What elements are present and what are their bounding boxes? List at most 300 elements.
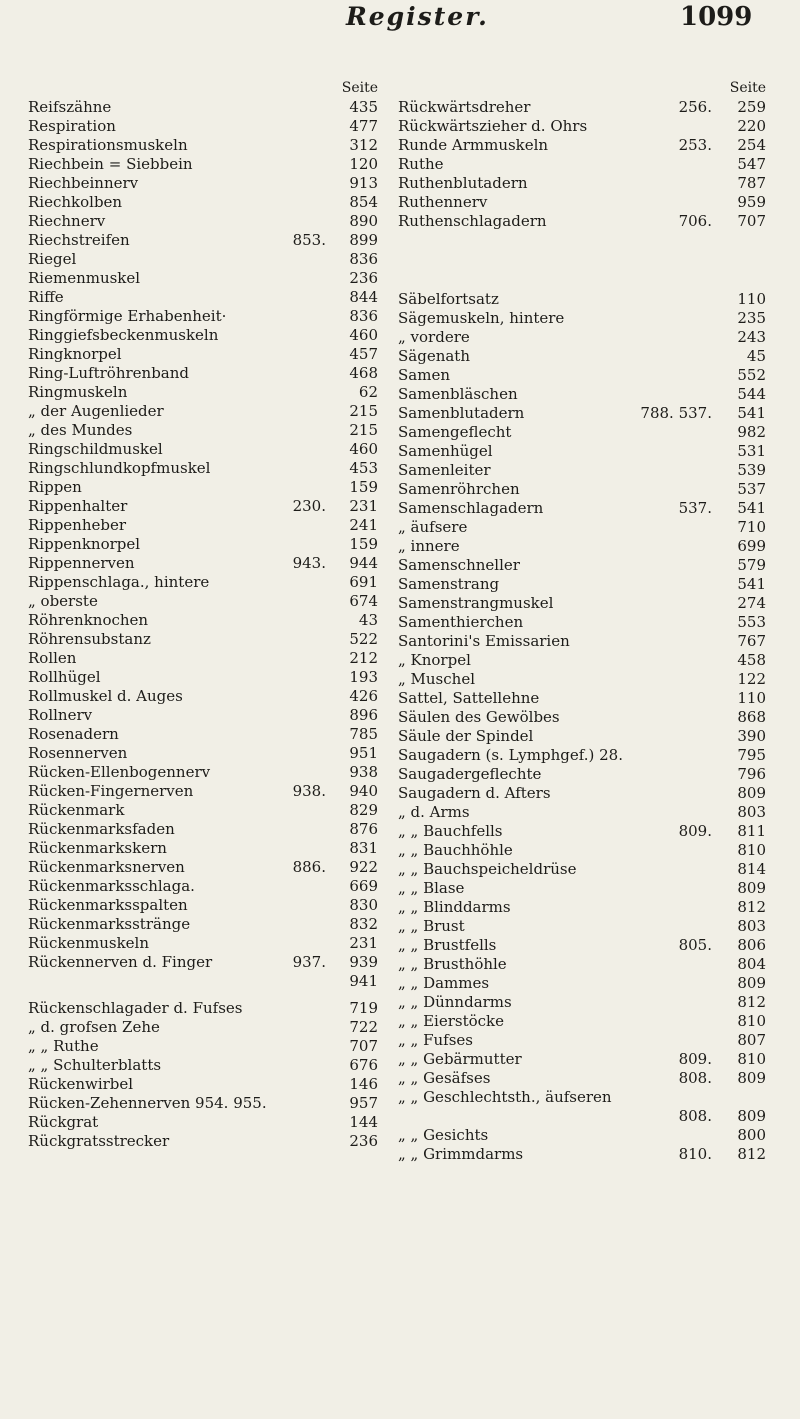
- index-entry: [28, 478, 378, 497]
- entry-ref: 788. 537.: [640, 404, 712, 422]
- index-entry: [398, 385, 766, 404]
- entry-term: Rückwärtszieher d. Ohrs: [398, 117, 588, 135]
- entry-term: Rippenschlaga., hintere: [28, 573, 210, 591]
- entry-page: 811: [737, 822, 766, 840]
- entry-page: 804: [737, 955, 766, 973]
- index-entry: [398, 860, 766, 879]
- index-entry: [398, 651, 766, 670]
- entry-ref: 706.: [678, 212, 712, 230]
- entry-page: 426: [349, 687, 378, 705]
- entry-term: Rollen: [28, 649, 77, 667]
- index-entry: [398, 212, 766, 231]
- index-entry: [28, 1037, 378, 1056]
- entry-page: 458: [737, 651, 766, 669]
- index-entry: [28, 782, 378, 801]
- entry-term: „ d. grofsen Zehe: [28, 1018, 160, 1036]
- index-entry: [398, 480, 766, 499]
- entry-term: „ „ Gesäfses: [398, 1069, 491, 1087]
- entry-term: Rückenmarkskern: [28, 839, 167, 857]
- entry-page: 45: [746, 347, 766, 365]
- entry-term: Rückenmarksnerven: [28, 858, 185, 876]
- entry-page: 719: [349, 999, 378, 1017]
- entry-term: „ „ Ruthe: [28, 1037, 99, 1055]
- entry-term: Samengeflecht: [398, 423, 512, 441]
- entry-page: 922: [349, 858, 378, 876]
- entry-page: 812: [737, 993, 766, 1011]
- entry-page: 541: [737, 575, 766, 593]
- entry-term: Respirationsmuskeln: [28, 136, 188, 154]
- index-entry: [398, 936, 766, 955]
- entry-page: 120: [349, 155, 378, 173]
- entry-page: 810: [737, 841, 766, 859]
- entry-term: „ „ Eierstöcke: [398, 1012, 504, 1030]
- right-top-group: [398, 98, 766, 231]
- entry-page: 722: [349, 1018, 378, 1036]
- entry-ref: 809.: [678, 1050, 712, 1068]
- index-entry: [28, 839, 378, 858]
- entry-page: 231: [349, 934, 378, 952]
- entry-ref: 810.: [678, 1145, 712, 1163]
- index-entry: [28, 1094, 378, 1113]
- index-entry: [28, 1113, 378, 1132]
- entry-page: 212: [349, 649, 378, 667]
- entry-term: „ „ Bauchspeicheldrüse: [398, 860, 577, 878]
- entry-page: 876: [349, 820, 378, 838]
- entry-page: 951: [349, 744, 378, 762]
- entry-term: „ Muschel: [398, 670, 475, 688]
- entry-term: Saugadern (s. Lymphgef.) 28.: [398, 746, 623, 764]
- index-entry: [398, 1050, 766, 1069]
- entry-term: Rippennerven: [28, 554, 135, 572]
- index-entry: [398, 594, 766, 613]
- index-entry: [398, 423, 766, 442]
- entry-page: 795: [737, 746, 766, 764]
- entry-term: Rückwärtsdreher: [398, 98, 531, 116]
- entry-ref: 537.: [678, 499, 712, 517]
- entry-page: 854: [349, 193, 378, 211]
- entry-page: 810: [737, 1012, 766, 1030]
- entry-page: 800: [737, 1126, 766, 1144]
- entry-term: „ „ Dammes: [398, 974, 490, 992]
- index-entry: [28, 535, 378, 554]
- entry-page: 814: [737, 860, 766, 878]
- index-entry: [398, 746, 766, 765]
- entry-page: 110: [737, 689, 766, 707]
- entry-page: 220: [737, 117, 766, 135]
- entry-page: 691: [349, 573, 378, 591]
- index-entry: [398, 784, 766, 803]
- entry-term: Rückenwirbel: [28, 1075, 134, 1093]
- entry-term: Ringschlundkopfmuskel: [28, 459, 211, 477]
- entry-ref: 256.: [678, 98, 712, 116]
- entry-term: Riechnerv: [28, 212, 106, 230]
- entry-term: Samenblutadern: [398, 404, 525, 422]
- index-entry: [398, 1069, 766, 1088]
- entry-term: „ „ Gebärmutter: [398, 1050, 522, 1068]
- entry-term: Saugadern d. Afters: [398, 784, 551, 802]
- index-entry: [398, 366, 766, 385]
- index-entry: [28, 231, 378, 250]
- entry-page: 552: [737, 366, 766, 384]
- index-entry: [28, 155, 378, 174]
- index-entry: [28, 801, 378, 820]
- entry-page: 544: [737, 385, 766, 403]
- entry-page: 913: [349, 174, 378, 192]
- entry-page: 539: [737, 461, 766, 479]
- index-entry: [28, 1075, 378, 1094]
- entry-page: 938: [349, 763, 378, 781]
- entry-page: 390: [737, 727, 766, 745]
- entry-page: 674: [349, 592, 378, 610]
- index-entry: [28, 288, 378, 307]
- index-entry: [398, 765, 766, 784]
- entry-term: Rippenknorpel: [28, 535, 141, 553]
- index-entry: [28, 630, 378, 649]
- entry-term: Rollnerv: [28, 706, 93, 724]
- index-entry: [28, 421, 378, 440]
- index-entry: [28, 725, 378, 744]
- entry-term: Samenthierchen: [398, 613, 524, 631]
- index-entry: [398, 575, 766, 594]
- entry-term: Samenröhrchen: [398, 480, 520, 498]
- entry-term: „ des Mundes: [28, 421, 133, 439]
- index-entry: [398, 1012, 766, 1031]
- index-entry: [398, 803, 766, 822]
- entry-page: 940: [349, 782, 378, 800]
- index-entry: [398, 328, 766, 347]
- index-entry: [28, 858, 378, 877]
- entry-term: „ „ Grimmdarms: [398, 1145, 524, 1163]
- index-entry: [398, 556, 766, 575]
- entry-term: Ringknorpel: [28, 345, 122, 363]
- entry-term: Ring-Luftröhrenband: [28, 364, 190, 382]
- entry-term: Rollmuskel d. Auges: [28, 687, 183, 705]
- entry-term: Ruthenschlagadern: [398, 212, 547, 230]
- entry-page: 812: [737, 1145, 766, 1163]
- index-entry: [28, 307, 378, 326]
- entry-page: 477: [349, 117, 378, 135]
- entry-term: Rückennerven d. Finger: [28, 953, 213, 971]
- entry-page: 312: [349, 136, 378, 154]
- entry-term: Rücken-Zehennerven 954. 955.: [28, 1094, 267, 1112]
- entry-ref: 808.: [678, 1069, 712, 1087]
- entry-page: 836: [349, 250, 378, 268]
- entry-term: Rückenschlagader d. Fufses: [28, 999, 243, 1017]
- entry-term: Samenbläschen: [398, 385, 518, 403]
- right-main-group: [398, 290, 766, 1164]
- index-entry: [398, 290, 766, 309]
- index-entry: [28, 212, 378, 231]
- entry-term: Samenhügel: [398, 442, 493, 460]
- index-entry: [398, 974, 766, 993]
- entry-page: 767: [737, 632, 766, 650]
- entry-page: 941: [349, 972, 378, 990]
- entry-term: Rippen: [28, 478, 82, 496]
- entry-page: 235: [737, 309, 766, 327]
- entry-page: 541: [737, 499, 766, 517]
- index-entry: [28, 934, 378, 953]
- entry-page: 236: [349, 1132, 378, 1150]
- entry-page: 241: [349, 516, 378, 534]
- entry-ref: 937.: [292, 953, 326, 971]
- entry-page: 146: [349, 1075, 378, 1093]
- entry-term: „ „ Gesichts: [398, 1126, 489, 1144]
- index-entry: [398, 442, 766, 461]
- index-entry: [398, 955, 766, 974]
- entry-page: 809: [737, 974, 766, 992]
- entry-term: „ äufsere: [398, 518, 468, 536]
- entry-term: Riegel: [28, 250, 77, 268]
- entry-term: Samen: [398, 366, 450, 384]
- index-entry: [28, 592, 378, 611]
- entry-ref: 809.: [678, 822, 712, 840]
- index-entry: [28, 763, 378, 782]
- entry-term: Riechstreifen: [28, 231, 130, 249]
- entry-page: 939: [349, 953, 378, 971]
- column-header: [398, 80, 766, 98]
- entry-term: „ innere: [398, 537, 460, 555]
- index-entry: [28, 497, 378, 516]
- entry-page: 890: [349, 212, 378, 230]
- entry-page: 868: [737, 708, 766, 726]
- entry-page: 803: [737, 803, 766, 821]
- index-entry: [398, 518, 766, 537]
- entry-term: „ „ Schulterblatts: [28, 1056, 162, 1074]
- entry-term: Rückenmark: [28, 801, 125, 819]
- index-entry: [398, 613, 766, 632]
- entry-term: Sattel, Sattellehne: [398, 689, 540, 707]
- index-entry: [28, 364, 378, 383]
- entry-page: 231: [349, 497, 378, 515]
- entry-page: 579: [737, 556, 766, 574]
- index-entry: [28, 953, 378, 972]
- entry-term: Ringmuskeln: [28, 383, 128, 401]
- index-entry: [398, 404, 766, 423]
- index-entry: [28, 193, 378, 212]
- entry-term: Ruthennerv: [398, 193, 488, 211]
- entry-page: 254: [737, 136, 766, 154]
- entry-term: Säulen des Gewölbes: [398, 708, 560, 726]
- index-entry: [398, 98, 766, 117]
- index-entry: [398, 193, 766, 212]
- entry-term: „ der Augenlieder: [28, 402, 164, 420]
- index-entry: [28, 972, 378, 991]
- index-entry: [398, 1031, 766, 1050]
- index-entry: [28, 136, 378, 155]
- running-title: Register.: [346, 2, 489, 31]
- right-column: [398, 80, 766, 1164]
- entry-page: 531: [737, 442, 766, 460]
- entry-term: Respiration: [28, 117, 116, 135]
- entry-term: Santorini's Emissarien: [398, 632, 570, 650]
- index-entry: [398, 1088, 766, 1107]
- column-header-label: Seite: [729, 80, 766, 96]
- entry-page: 699: [737, 537, 766, 555]
- entry-page: 982: [737, 423, 766, 441]
- entry-term: Reifszähne: [28, 98, 112, 116]
- index-entry: [398, 632, 766, 651]
- entry-term: Riechkolben: [28, 193, 123, 211]
- index-entry: [28, 915, 378, 934]
- index-entry: [398, 879, 766, 898]
- index-entry: [398, 1126, 766, 1145]
- index-entry: [28, 1132, 378, 1151]
- entry-term: „ oberste: [28, 592, 98, 610]
- entry-page: 259: [737, 98, 766, 116]
- entry-page: 215: [349, 421, 378, 439]
- entry-term: Samenstrangmuskel: [398, 594, 554, 612]
- index-entry: [398, 347, 766, 366]
- entry-ref: 886.: [292, 858, 326, 876]
- entry-term: Röhrensubstanz: [28, 630, 151, 648]
- index-entry: [28, 1018, 378, 1037]
- index-entry: [28, 999, 378, 1018]
- index-entry: [28, 687, 378, 706]
- index-entry: [28, 117, 378, 136]
- entry-page: 669: [349, 877, 378, 895]
- index-entry: [398, 309, 766, 328]
- page-header: [0, 0, 800, 56]
- entry-term: „ „ Fufses: [398, 1031, 473, 1049]
- index-entry: [28, 706, 378, 725]
- index-entry: [398, 1107, 766, 1126]
- index-entry: [28, 459, 378, 478]
- index-entry: [398, 155, 766, 174]
- entry-term: Säbelfortsatz: [398, 290, 499, 308]
- entry-page: 547: [737, 155, 766, 173]
- entry-term: Riechbein = Siebbein: [28, 155, 193, 173]
- entry-page: 43: [358, 611, 378, 629]
- entry-term: Rückgrat: [28, 1113, 99, 1131]
- entry-page: 537: [737, 480, 766, 498]
- index-entry: [28, 383, 378, 402]
- entry-page: 836: [349, 307, 378, 325]
- entry-term: „ „ Blinddarms: [398, 898, 511, 916]
- entry-page: 435: [349, 98, 378, 116]
- entry-page: 243: [737, 328, 766, 346]
- entry-ref: 943.: [292, 554, 326, 572]
- entry-gap: [28, 991, 378, 999]
- index-entry: [398, 461, 766, 480]
- column-header-label: Seite: [341, 80, 378, 96]
- entry-term: „ Knorpel: [398, 651, 471, 669]
- entry-page: 796: [737, 765, 766, 783]
- entry-term: Rückenmuskeln: [28, 934, 149, 952]
- entry-term: „ „ Bauchfells: [398, 822, 503, 840]
- entry-page: 676: [349, 1056, 378, 1074]
- entry-page: 522: [349, 630, 378, 648]
- entry-page: 110: [737, 290, 766, 308]
- index-entry: [28, 516, 378, 535]
- entry-page: 957: [349, 1094, 378, 1112]
- entry-term: Ringschildmuskel: [28, 440, 163, 458]
- index-entry: [398, 898, 766, 917]
- index-entry: [398, 993, 766, 1012]
- index-entry: [28, 326, 378, 345]
- entry-page: 159: [349, 535, 378, 553]
- page-number: 1099: [680, 2, 753, 32]
- entry-page: 809: [737, 1069, 766, 1087]
- entry-page: 785: [349, 725, 378, 743]
- index-entry: [28, 345, 378, 364]
- column-header: [28, 80, 378, 98]
- entry-ref: 808.: [678, 1107, 712, 1125]
- entry-page: 710: [737, 518, 766, 536]
- entry-term: Rosenadern: [28, 725, 119, 743]
- entry-term: Rückenmarksschlaga.: [28, 877, 195, 895]
- entry-term: Rücken-Fingernerven: [28, 782, 194, 800]
- entry-page: 541: [737, 404, 766, 422]
- entry-term: Rückenmarksfaden: [28, 820, 175, 838]
- index-entry: [398, 822, 766, 841]
- entry-page: 62: [358, 383, 378, 401]
- index-entry: [398, 917, 766, 936]
- entry-term: „ „ Geschlechtsth., äufseren: [398, 1088, 612, 1106]
- entry-term: Samenleiter: [398, 461, 491, 479]
- entry-term: Samenschlagadern: [398, 499, 544, 517]
- entry-page: 122: [737, 670, 766, 688]
- entry-page: 707: [349, 1037, 378, 1055]
- section-gap: [398, 231, 766, 290]
- entry-term: Ringförmige Erhabenheit·: [28, 307, 227, 325]
- index-entry: [28, 877, 378, 896]
- index-entry: [28, 402, 378, 421]
- entry-term: „ „ Blase: [398, 879, 465, 897]
- entry-term: Rückenmarksstränge: [28, 915, 191, 933]
- entry-page: 144: [349, 1113, 378, 1131]
- entry-page: 707: [737, 212, 766, 230]
- entry-ref: 853.: [292, 231, 326, 249]
- entry-page: 274: [737, 594, 766, 612]
- entry-page: 896: [349, 706, 378, 724]
- entry-page: 553: [737, 613, 766, 631]
- entry-ref: 253.: [678, 136, 712, 154]
- index-entry: [398, 670, 766, 689]
- entry-page: 812: [737, 898, 766, 916]
- entry-term: „ „ Brust: [398, 917, 465, 935]
- index-entry: [28, 98, 378, 117]
- index-entry: [28, 269, 378, 288]
- entry-term: Riffe: [28, 288, 64, 306]
- index-entry: [398, 841, 766, 860]
- entry-term: Sägenath: [398, 347, 470, 365]
- entry-term: Rippenheber: [28, 516, 127, 534]
- entry-ref: 805.: [678, 936, 712, 954]
- entry-term: „ „ Bauchhöhle: [398, 841, 513, 859]
- entry-page: 457: [349, 345, 378, 363]
- entry-term: „ vordere: [398, 328, 470, 346]
- entry-term: Rollhügel: [28, 668, 101, 686]
- entry-page: 460: [349, 440, 378, 458]
- entry-term: Samenschneller: [398, 556, 520, 574]
- entry-page: 453: [349, 459, 378, 477]
- entry-page: 829: [349, 801, 378, 819]
- index-entry: [28, 611, 378, 630]
- entry-page: 944: [349, 554, 378, 572]
- entry-page: 803: [737, 917, 766, 935]
- entry-page: 809: [737, 879, 766, 897]
- index-entry: [398, 117, 766, 136]
- index-entry: [28, 554, 378, 573]
- index-entry: [398, 1145, 766, 1164]
- entry-term: Rücken-Ellenbogennerv: [28, 763, 211, 781]
- entry-page: 159: [349, 478, 378, 496]
- entry-term: Rückgratsstrecker: [28, 1132, 170, 1150]
- index-entry: [398, 136, 766, 155]
- index-entry: [398, 727, 766, 746]
- index-entry: [28, 896, 378, 915]
- entry-page: 831: [349, 839, 378, 857]
